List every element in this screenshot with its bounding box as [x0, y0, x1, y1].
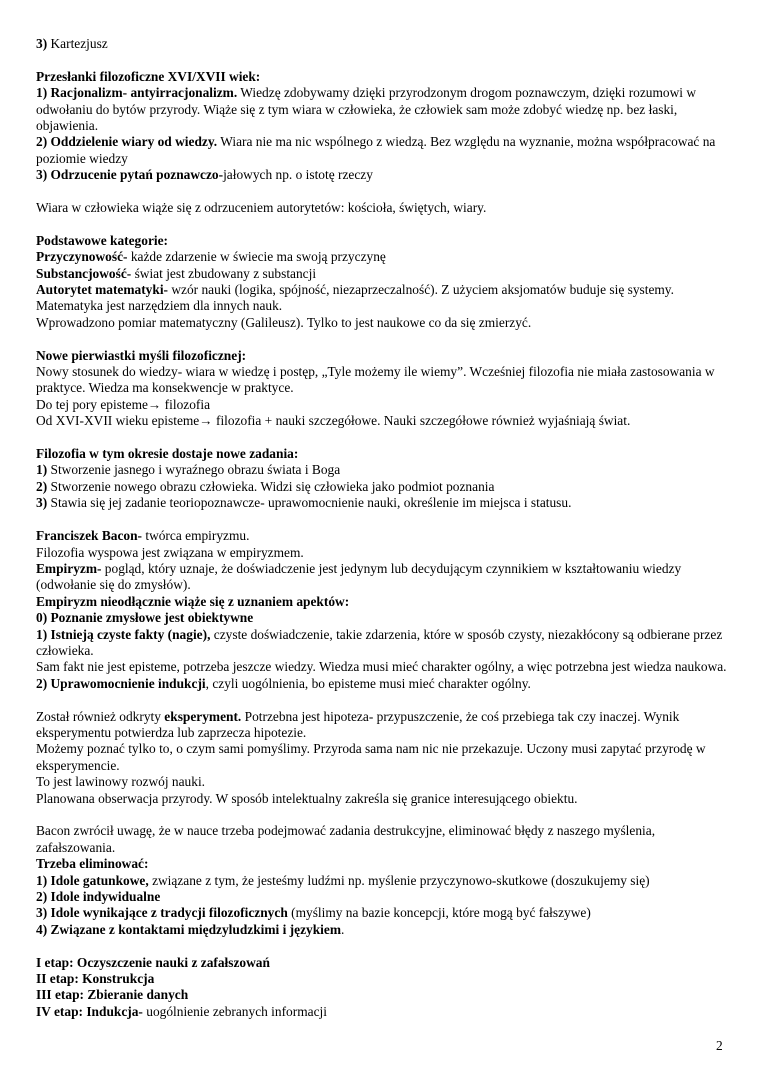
idol-item: 4) Związane z kontaktami międzyludzkimi i językiem.	[36, 921, 345, 937]
section-heading: Podstawowe kategorie:	[36, 232, 169, 248]
paragraph: Od XVI-XVII wieku episteme→ filozofia + nauki szczegółowe. Nauki szczegółowe również wyjaśniają świat.	[36, 413, 631, 429]
paragraph: Możemy poznać tylko to, o czym sami pomyślimy. Przyroda sama nam nic nie przekazuje. Uczony musi zapytać przyrodę w eksperymencie.	[36, 741, 706, 773]
zadanie-item: 1) Stworzenie jasnego i wyraźnego obrazu świata i Boga	[36, 462, 341, 478]
section-heading: Trzeba eliminować:	[36, 856, 149, 872]
bacon-line: Franciszek Bacon- twórca empiryzmu.	[36, 528, 250, 544]
paragraph: Wiara w człowieka wiąże się z odrzuceniem autorytetów: kościoła, świętych, wiary.	[36, 200, 487, 216]
etap-item: I etap: Oczyszczenie nauki z zafałszowań	[36, 954, 270, 970]
zadanie-item: 2) Stworzenie nowego obrazu człowieka. Widzi się człowieka jako podmiot poznania	[36, 478, 495, 494]
przeslanki-item: 3) Odrzucenie pytań poznawczo-jałowych np. o istotę rzeczy	[36, 167, 373, 183]
page-content	[36, 36, 736, 1020]
paragraph: Filozofia wyspowa jest związana w empiryzmem.	[36, 544, 304, 560]
section-heading: Nowe pierwiastki myśli filozoficznej:	[36, 347, 247, 363]
etap-item: II etap: Konstrukcja	[36, 971, 155, 987]
intro-number: 3)	[36, 36, 48, 51]
zadanie-item: 3) Stawia się jej zadanie teoriopoznawcze- uprawomocnienie nauki, określenie im miejsca i statusu.	[36, 495, 572, 511]
section-heading: Przesłanki filozoficzne XVI/XVII wiek:	[36, 68, 261, 84]
etap-item: IV etap: Indukcja- uogólnienie zebranych informacji	[36, 1003, 327, 1019]
empiryzm-definition: Empiryzm- pogląd, który uznaje, że doświadczenie jest jedynym lub decydującym czynnikiem w kształtowaniu wiedzy (odwołanie się do zmysłów).	[36, 560, 682, 593]
etap-item: III etap: Zbieranie danych	[36, 987, 189, 1003]
idol-item: 1) Idole gatunkowe, związane z tym, że jesteśmy ludźmi np. myślenie przyczynowo-skutkowe (doszukujemy się)	[36, 872, 650, 888]
page-number: 2	[716, 1038, 723, 1053]
paragraph: Planowana obserwacja przyrody. W sposób intelektualny zakreśla się granice interesującego obiektu.	[36, 790, 578, 806]
paragraph: Nowy stosunek do wiedzy- wiara w wiedzę i postęp, „Tyle możemy ile wiemy”. Wcześniej filozofia nie miała zastosowania w praktyce. Wiedza ma konsekwencje w praktyce.	[36, 364, 715, 396]
intro-line	[36, 36, 736, 52]
kategoria-item: Przyczynowość- każde zdarzenie w świecie ma swoją przyczynę	[36, 249, 386, 265]
aspekt-item: 0) Poznanie zmysłowe jest obiektywne	[36, 610, 254, 626]
paragraph: Sam fakt nie jest episteme, potrzeba jeszcze wiedzy. Wiedza musi mieć charakter ogólny, a więc potrzebna jest wiedza naukowa.	[36, 659, 727, 675]
paragraph: Matematyka jest narzędziem dla innych nauk.	[36, 298, 283, 314]
section-heading: Filozofia w tym okresie dostaje nowe zadania:	[36, 446, 299, 462]
section-heading: Empiryzm nieodłącznie wiąże się z uznaniem apektów:	[36, 593, 350, 609]
przeslanki-item: 1) Racjonalizm- antyirracjonalizm. Wiedzę zdobywamy dzięki przyrodzonym drogom poznawczym, dzięki rozumowi w odwołaniu do bytów przyrody. Wiąże się z tym wiara w człowieka, że człowiek sam może zdobyć wiedzę np. bez łaski, objawienia.	[36, 85, 697, 134]
przeslanki-item: 2) Oddzielenie wiary od wiedzy. Wiara nie ma nic wspólnego z wiedzą. Bez względu na wyznanie, można współpracować na poziomie wiedzy	[36, 134, 716, 166]
aspekt-item: 2) Uprawomocnienie indukcji, czyli uogólnienia, bo episteme musi mieć charakter ogólny.	[36, 675, 531, 691]
intro-text: Kartezjusz	[47, 36, 108, 51]
paragraph: Bacon zwrócił uwagę, że w nauce trzeba podejmować zadania destrukcyjne, eliminować błędy z naszego myślenia, zafałszowania.	[36, 823, 656, 855]
idol-item: 2) Idole indywidualne	[36, 889, 161, 904]
aspekt-item: 1) Istnieją czyste fakty (nagie), czyste doświadczenie, takie zdarzenia, które w sposób czysty, niezakłócony są odbierane przez człowieka.	[36, 626, 723, 658]
kategoria-item: Autorytet matematyki- wzór nauki (logika, spójność, niezaprzeczalność). Z użyciem aksjomatów buduje się systemy.	[36, 282, 674, 298]
paragraph: Do tej pory episteme→ filozofia	[36, 396, 211, 412]
kategoria-item: Substancjowość- świat jest zbudowany z substancji	[36, 265, 317, 281]
eksperyment-paragraph: Został również odkryty eksperyment. Potrzebna jest hipoteza- przypuszczenie, że coś przebiega tak czy inaczej. Wynik eksperymentu potwierdza lub zaprzecza hipotezie.	[36, 708, 680, 740]
idol-item: 3) Idole wynikające z tradycji filozoficznych (myślimy na bazie koncepcji, które mogą być fałszywe)	[36, 905, 591, 921]
paragraph: Wprowadzono pomiar matematyczny (Galileusz). Tylko to jest naukowe co da się zmierzyć.	[36, 314, 532, 330]
paragraph: To jest lawinowy rozwój nauki.	[36, 774, 206, 790]
